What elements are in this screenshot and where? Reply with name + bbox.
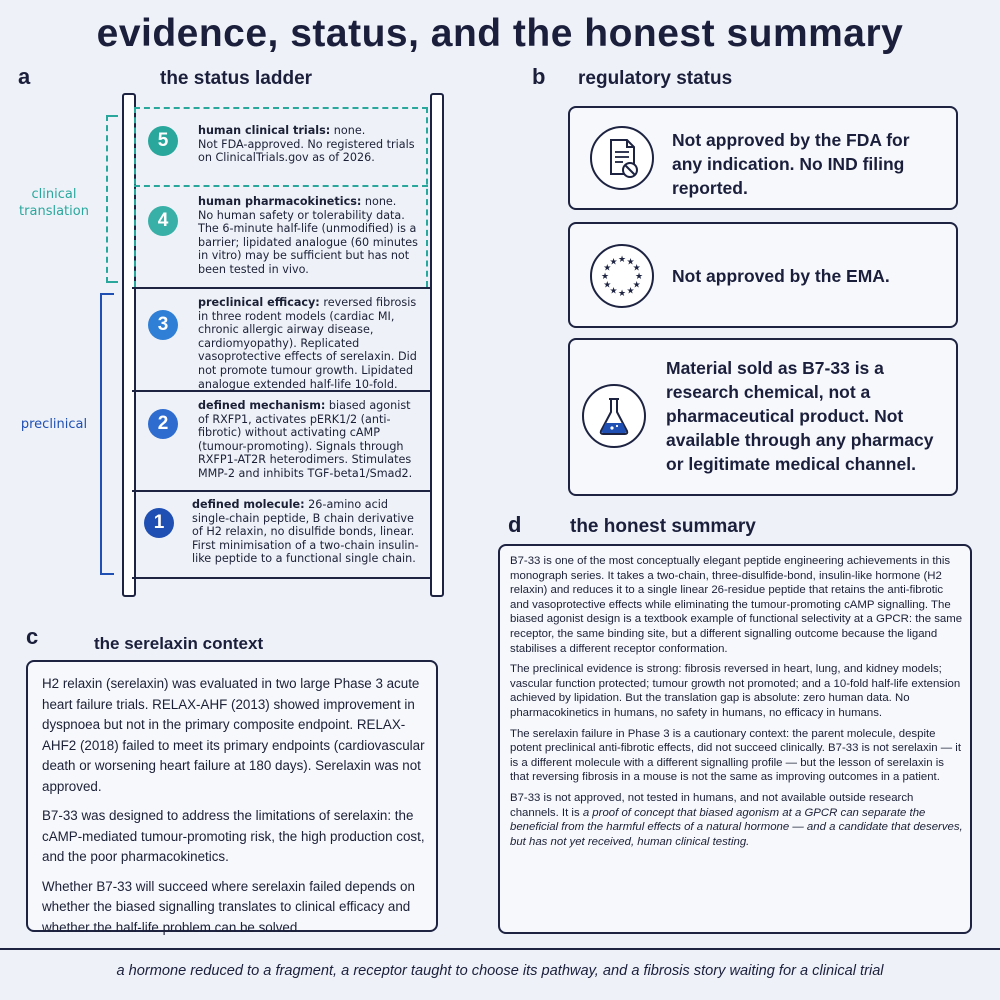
rung-line-1-top xyxy=(132,490,430,492)
rung-5-text xyxy=(198,124,422,165)
eu-star: ★ xyxy=(617,255,627,265)
rung-4-heading: human pharmacokinetics: xyxy=(198,195,362,208)
panel-b-title: regulatory status xyxy=(578,68,733,89)
preclinical-bracket xyxy=(100,293,114,575)
panel-c-title: the serelaxin context xyxy=(94,634,264,653)
rung-4-number: 4 xyxy=(148,206,178,236)
serelaxin-context-box xyxy=(26,660,438,935)
rung-3-number: 3 xyxy=(148,310,178,340)
rung-3-body: Replicated vasoprotective effects of serelaxin. Did not promote tumour growth. Lipidated analogue extended half-life 10-fold. xyxy=(198,336,417,391)
summary-p4-italic: a proof of concept that biased agonism at a GPCR can separate the beneficial from the harmful effects of a natural hormone — and a candidate that deserves, but has not yet received, human clinical testing. xyxy=(510,806,963,848)
rung-2-number: 2 xyxy=(148,409,178,439)
ema-status-text: Not approved by the EMA. xyxy=(672,266,890,286)
rung-1-body: First minimisation of a two-chain insulin-like peptide to a functional single chain. xyxy=(192,538,419,566)
eu-star: ★ xyxy=(632,280,641,291)
ladder-right-rail xyxy=(430,93,444,597)
rung-5-number: 5 xyxy=(148,126,178,156)
eu-star: ★ xyxy=(609,257,618,268)
document-prohibited-icon xyxy=(590,126,654,190)
rung-1 xyxy=(138,493,428,576)
context-paragraph: Whether B7-33 will succeed where serelaxin failed depends on whether the biased signalling translates to clinical efficacy and whether the half-life problem can be solved. xyxy=(42,878,415,935)
eu-star: ★ xyxy=(603,263,612,274)
context-paragraph: H2 relaxin (serelaxin) was evaluated in two large Phase 3 acute heart failure trials. RELAX-AHF (2013) showed improvement in dyspnoea but not in the primary composite endpoint. RELAX-AHF2 (2018) failed to meet its primary endpoints (cardiovascular death or worsening heart failure at 180 days). Serelaxin was not approved. xyxy=(42,676,425,794)
rung-2-body: Signals through RXFP1-AT2R heterodimers. Stimulates MMP-2 and inhibits TGF-beta1/Smad2. xyxy=(198,439,413,480)
research-chemical-text: Material sold as B7-33 is a research chemical, not a pharmaceutical product. Not available through any pharmacy or legitimate medical channel. xyxy=(666,358,934,474)
rung-5-lead: none. xyxy=(330,124,366,137)
rung-4-text xyxy=(198,195,422,277)
summary-paragraph-4 xyxy=(510,791,964,849)
summary-paragraph-3: The serelaxin failure in Phase 3 is a cautionary context: the parent molecule, despite potent preclinical anti-fibrotic effects, did not succeed clinically. B7-33 is not serelaxin — it is a different molecule with a different signalling profile — but the lesson of serelaxin is that reversing fibrosis in a mouse is not the same as improving outcomes in a patient. xyxy=(510,727,961,784)
footer-divider xyxy=(0,948,1000,950)
clinical-rung-divider xyxy=(134,185,428,187)
rung-line-3-top xyxy=(132,287,430,289)
eu-star: ★ xyxy=(609,286,618,297)
eu-star: ★ xyxy=(626,257,635,268)
honest-summary-box xyxy=(498,544,972,934)
panel-a-label: a xyxy=(18,64,31,89)
serelaxin-context-text xyxy=(42,674,428,947)
eu-star: ★ xyxy=(626,286,635,297)
eu-star: ★ xyxy=(603,280,612,291)
eu-star: ★ xyxy=(600,272,610,282)
flask-icon xyxy=(582,384,646,448)
rung-1-lead: 26-amino acid single-chain peptide, B chain derivative of H2 relaxin, no disulfide bonds, linear. xyxy=(192,498,415,539)
rung-3-text xyxy=(198,296,424,391)
rung-3 xyxy=(138,290,428,389)
panel-c-label: c xyxy=(26,624,39,649)
summary-paragraph-2: The preclinical evidence is strong: fibrosis reversed in heart, lung, and kidney models; vascular function protected; tumour growth not promoted; and a 10-fold half-life extension achieved by lipidation. But the translation gap is absolute: zero human data. No pharmacokinetics in humans, no safety in humans, no efficacy in humans. xyxy=(510,663,961,719)
panel-b-label: b xyxy=(532,64,546,89)
rung-1-text xyxy=(192,498,422,566)
ema-status-box xyxy=(568,222,958,328)
eu-stars-icon xyxy=(590,244,654,308)
fda-status-text: Not approved by the FDA for any indication. No IND filing reported. xyxy=(672,130,910,198)
panel-d-label: d xyxy=(508,512,522,537)
eu-star: ★ xyxy=(617,289,627,299)
eu-star: ★ xyxy=(634,272,644,282)
honest-summary-text xyxy=(510,554,964,855)
panel-d-title: the honest summary xyxy=(570,516,756,537)
rung-4-body: No human safety or tolerability data. The 6-minute half-life (unmodified) is a barrier; lipidated analogue (60 minutes in vitro) may be sufficient but has not been tested in vivo. xyxy=(198,208,419,276)
rung-3-heading: preclinical efficacy: xyxy=(198,296,320,309)
summary-p4-lead: B7-33 is not approved, not tested in humans, and not available outside research channels. It is xyxy=(510,791,914,819)
summary-paragraph-1: B7-33 is one of the most conceptually elegant peptide engineering achievements in this monograph series. It takes a two-chain, three-disulfide-bond, insulin-like hormone (H2 relaxin) and reduces it to a single linear 26-residue peptide that retains the anti-fibrotic and vasoprotective effects while eliminating the tumour-promoting cAMP signalling. The biased agonist design is a textbook example of functional selectivity at a GPCR: the same receptor, the same binding site, but a different signalling outcome because the ligand stabilises a different receptor conformation. xyxy=(510,555,963,655)
research-chemical-box xyxy=(568,338,958,496)
rung-line-bottom xyxy=(132,577,430,579)
rung-2 xyxy=(138,393,428,489)
eu-star: ★ xyxy=(632,263,641,274)
rung-5-body: Not FDA-approved. No registered trials on ClinicalTrials.gov as of 2026. xyxy=(198,137,415,165)
rung-4-lead: none. xyxy=(361,195,397,208)
page-title: evidence, status, and the honest summary xyxy=(96,12,904,55)
rung-1-heading: defined molecule: xyxy=(192,498,305,511)
rung-5 xyxy=(138,110,428,184)
rung-2-lead: biased agonist of RXFP1, activates pERK1/2 (anti-fibrotic) without activating cAMP (tumour-promoting). xyxy=(198,399,411,453)
preclinical-label: preclinical xyxy=(20,417,88,432)
rung-1-number: 1 xyxy=(144,508,174,538)
panel-a-title: the status ladder xyxy=(160,68,313,89)
rung-3-lead: reversed fibrosis in three rodent models (cardiac MI, chronic allergic airway disease, cardiomyopathy). xyxy=(198,296,417,350)
footer-tagline: a hormone reduced to a fragment, a receptor taught to choose its pathway, and a fibrosis story waiting for a clinical trial xyxy=(116,963,884,979)
rung-5-heading: human clinical trials: xyxy=(198,124,331,137)
clinical-translation-label: clinical translation xyxy=(19,187,89,219)
context-paragraph: B7-33 was designed to address the limitations of serelaxin: the cAMP-mediated tumour-promoting risk, the high production cost, and the poor pharmacokinetics. xyxy=(42,808,425,864)
fda-status-box xyxy=(568,106,958,210)
rung-2-text xyxy=(198,399,424,481)
rung-2-heading: defined mechanism: xyxy=(198,399,326,412)
rung-4 xyxy=(138,188,428,286)
clinical-bracket xyxy=(106,115,118,283)
